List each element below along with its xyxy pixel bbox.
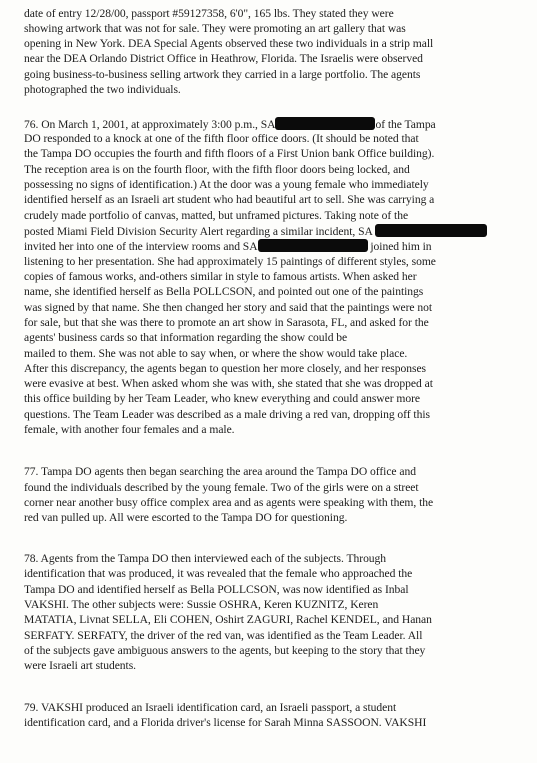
text-line: identification that was produced, it was revealed that the female who approached the: [24, 567, 413, 580]
text-line: mailed to them. She was not able to say when, or where the show would take place.: [24, 347, 408, 360]
text-line: possessing no signs of identification.) At the door was a young female who immediately: [24, 178, 429, 191]
text-line: VAKSHI. The other subjects were: Sussie OSHRA, Keren KUZNITZ, Keren: [24, 598, 379, 611]
text-segment: of the Tampa: [375, 118, 436, 131]
text-line: The reception area is on the fourth floor, with the fifth floor doors being locked, and: [24, 163, 410, 176]
text-line: SERFATY. SERFATY, the driver of the red van, was identified as the Team Leader. All: [24, 629, 423, 642]
text-line: showing artwork that was not for sale. They were promoting an art gallery that was: [24, 22, 406, 35]
redaction-block: [258, 239, 368, 252]
text-line-with-redaction: [24, 117, 436, 132]
text-line: name, she identified herself as Bella POLLCSON, and pointed out one of the paintings: [24, 285, 424, 298]
text-line: photographed the two individuals.: [24, 83, 181, 96]
text-line: red van pulled up. All were escorted to the Tampa DO for questioning.: [24, 511, 348, 524]
text-line: Tampa DO and identified herself as Bella POLLCSON, was now identified as Inbal: [24, 583, 409, 596]
text-line: the Tampa DO occupies the fourth and fifth floors of a First Union bank Office building).: [24, 147, 435, 160]
text-line: was signed by that name. She then changed her story and said that the paintings were not: [24, 301, 433, 314]
redaction-block: [275, 117, 375, 130]
text-segment: invited her into one of the interview rooms and SA: [24, 240, 258, 253]
text-segment: joined him in: [370, 240, 432, 253]
text-line: of the subjects gave ambiguous answers to the agents, but keeping to the story that they: [24, 644, 426, 657]
text-line: female, with another four females and a male.: [24, 423, 235, 436]
text-line: were Israeli art students.: [24, 659, 137, 672]
text-line: DO responded to a knock at one of the fifth floor office doors. (It should be noted that: [24, 132, 419, 145]
text-line: near the DEA Orlando District Office in Heathrow, Florida. The Israelis were observed: [24, 52, 423, 65]
text-line: 78. Agents from the Tampa DO then interviewed each of the subjects. Through: [24, 552, 387, 565]
text-line-with-redaction: [24, 224, 487, 239]
text-line-with-redaction: [24, 239, 432, 254]
text-line: corner near another busy office complex area and as agents were speaking with them, the: [24, 496, 434, 509]
text-line: identification card, and a Florida driver's license for Sarah Minna SASSOON. VAKSHI: [24, 716, 427, 729]
text-line: 79. VAKSHI produced an Israeli identification card, an Israeli passport, a student: [24, 701, 397, 714]
text-line: questions. The Team Leader was described as a male driving a red van, dropping off this: [24, 408, 430, 421]
text-line: going business-to-business selling artwork they carried in a large portfolio. The agents: [24, 68, 421, 81]
text-line: agents' business cards so that information regarding the show could be: [24, 331, 348, 344]
text-line: crudely made portfolio of canvas, matted, but unframed pictures. Taking note of the: [24, 209, 409, 222]
text-line: 77. Tampa DO agents then began searching the area around the Tampa DO office and: [24, 465, 416, 478]
text-line: were evasive at best. When asked whom she was with, she stated that she was dropped at: [24, 377, 433, 390]
redaction-block: [375, 224, 487, 237]
text-segment: 76. On March 1, 2001, at approximately 3:00 p.m., SA: [24, 118, 276, 131]
text-segment: posted Miami Field Division Security Alert regarding a similar incident, SA: [24, 225, 373, 238]
text-line: identified herself as an Israeli art student who had beautiful art to sell. She was carrying a: [24, 193, 435, 206]
text-line: for sale, but that she was there to promote an art show in Sarasota, FL, and asked for the: [24, 316, 429, 329]
text-line: copies of famous works, and-others similar in style to famous artists. When asked her: [24, 270, 417, 283]
text-line: listening to her presentation. She had approximately 15 paintings of different styles, some: [24, 255, 436, 268]
text-line: MATATIA, Livnat SELLA, Eli COHEN, Oshirt ZAGURI, Rachel KENDEL, and Hanan: [24, 613, 432, 626]
text-line: After this discrepancy, the agents began to question her more closely, and her responses: [24, 362, 427, 375]
text-line: date of entry 12/28/00, passport #59127358, 6'0", 165 lbs. They stated they were: [24, 7, 394, 20]
text-line: opening in New York. DEA Special Agents observed these two individuals in a strip mall: [24, 37, 434, 50]
text-line: found the individuals described by the young female. Two of the girls were on a street: [24, 481, 419, 494]
text-line: this office building by her Team Leader, who knew everything and could answer more: [24, 392, 420, 405]
